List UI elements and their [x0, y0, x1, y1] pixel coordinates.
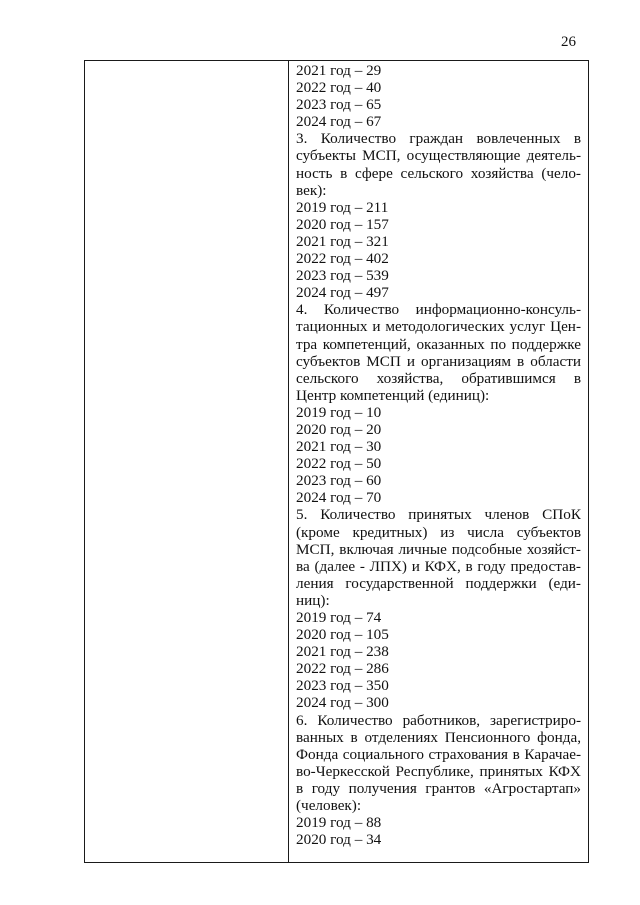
text-line: 2021 год – 30	[296, 438, 382, 456]
text-line: 2019 год – 211	[296, 198, 389, 216]
text-line: 3. Количество граждан вовлеченных в	[296, 130, 581, 148]
text-line: 5. Количество принятых членов СПоК	[296, 506, 581, 524]
text-line: в году получения грантов «Агростартап»	[296, 779, 581, 797]
text-line: 2021 год – 321	[296, 232, 389, 250]
text-line: ванных в отделениях Пенсионного фонда,	[296, 728, 581, 746]
text-line: ва (далее - ЛПХ) и КФХ, в году предостав-	[296, 557, 581, 575]
text-line: 2020 год – 157	[296, 215, 389, 233]
text-line: век):	[296, 181, 327, 199]
text-line: МСП, включая личные подсобные хозяйст-	[296, 540, 581, 558]
text-line: субъектов МСП и организациям в области	[296, 352, 581, 370]
text-line: ность в сфере сельского хозяйства (чело-	[296, 164, 581, 182]
text-line: тра компетенций, оказанных по поддержке	[296, 335, 581, 353]
text-line: 2019 год – 10	[296, 403, 382, 421]
text-line: ления государственной поддержки (еди-	[296, 574, 581, 592]
page-number: 26	[561, 34, 576, 50]
text-line: 2019 год – 88	[296, 814, 382, 832]
text-line: 2022 год – 402	[296, 250, 389, 268]
text-line: Центр компетенций (единиц):	[296, 386, 490, 404]
column-divider	[288, 61, 289, 862]
text-line: 2024 год – 497	[296, 284, 389, 302]
text-line: Фонда социального страхования в Карачае-	[296, 745, 581, 763]
text-line: тационных и методологических услуг Цен-	[296, 318, 581, 336]
text-line: 2019 год – 74	[296, 609, 382, 626]
text-line: 2022 год – 50	[296, 455, 382, 473]
text-line: во-Черкесской Республике, принятых КФХ	[296, 762, 581, 780]
text-line: субъекты МСП, осуществляющие деятель-	[296, 147, 581, 165]
text-line: 2023 год – 539	[296, 267, 389, 285]
text-line: 2023 год – 60	[296, 472, 382, 490]
text-line: сельского хозяйства, обратившимся в	[296, 369, 581, 387]
indicators-table	[84, 60, 589, 863]
text-line: ниц):	[296, 591, 330, 609]
text-line: 2024 год – 300	[296, 694, 389, 712]
text-line: 2020 год – 34	[296, 831, 382, 849]
text-line: 2023 год – 65	[296, 96, 382, 114]
text-line: 2024 год – 70	[296, 489, 382, 507]
text-line: 2020 год – 20	[296, 420, 382, 438]
text-line: 2023 год – 350	[296, 677, 389, 695]
text-line: 2021 год – 29	[296, 62, 382, 79]
indicators-text-column	[296, 62, 581, 848]
text-line: (кроме кредитных) из числа субъектов	[296, 523, 581, 541]
text-line: 2022 год – 286	[296, 660, 389, 678]
text-line: 2020 год – 105	[296, 626, 389, 644]
text-line: (человек):	[296, 797, 362, 815]
text-line: 2024 год – 67	[296, 113, 382, 131]
text-line: 2021 год – 238	[296, 643, 389, 661]
text-line: 2022 год – 40	[296, 79, 382, 97]
text-line: 6. Количество работников, зарегистриро-	[296, 711, 581, 729]
text-line: 4. Количество информационно-консуль-	[296, 301, 581, 319]
